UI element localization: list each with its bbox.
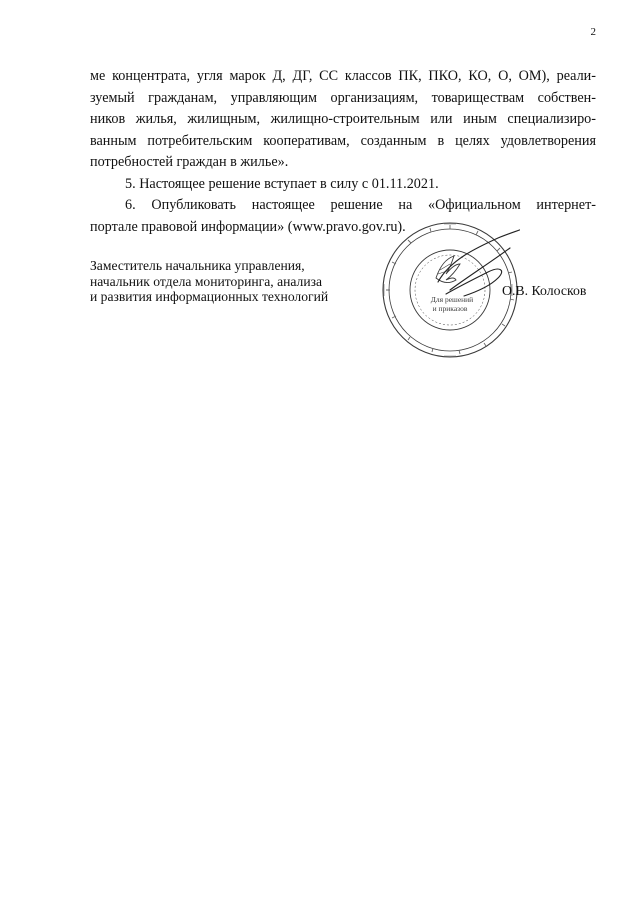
page-number: 2 — [590, 26, 596, 38]
paragraph-line: потребностей граждан в жилье». — [90, 154, 289, 170]
official-stamp — [380, 220, 520, 360]
document-body — [90, 66, 596, 238]
stamp-inner-line: и приказов — [432, 304, 468, 313]
clause-6-line: 6. Опубликовать настоящее решение на «Официальном интернет- — [125, 197, 596, 213]
stamp-ring-pattern — [384, 224, 514, 356]
position-line: Заместитель начальника управления, — [90, 258, 305, 273]
stamp-inner-line: Для решений — [430, 295, 474, 304]
paragraph-line: ников жилья, жилищным, жилищно-строительным или иным специализиро- — [90, 111, 596, 127]
position-line: начальник отдела мониторинга, анализа — [90, 273, 323, 289]
paragraph-line: ме концентрата, угля марок Д, ДГ, СС классов ПК, ПКО, КО, О, ОМ), реали- — [90, 68, 596, 84]
clause-5: 5. Настоящее решение вступает в силу с 01.11.2021. — [125, 175, 439, 192]
clause-6-line: портале правовой информации» (www.pravo.gov.ru). — [90, 218, 406, 235]
signatory-position — [90, 258, 328, 305]
position-line: и развития информационных технологий — [90, 289, 329, 304]
signer-name: О.В. Колосков — [502, 283, 587, 298]
paragraph-line: зуемый гражданам, управляющим организациям, товариществам собствен- — [90, 89, 596, 106]
paragraph-line: ванным потребительским кооперативам, созданным в целях удовлетворения — [90, 132, 596, 149]
